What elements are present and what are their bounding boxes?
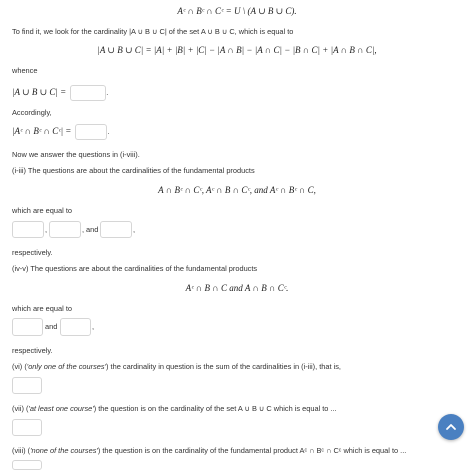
- complement-cardinality-input[interactable]: [75, 124, 110, 140]
- complement-answer-row: [12, 123, 464, 140]
- equation-fundamental-products-2: Aᶜ ∩ B ∩ C and A ∩ B ∩ Cᶜ.: [185, 283, 289, 293]
- text-vii: [12, 404, 464, 414]
- iii-answer-input[interactable]: [100, 221, 132, 238]
- vi-suffix: ) the cardinality in question is the sum of the cardinalities in (i-iii), that is,: [106, 362, 341, 371]
- union-period: .: [106, 88, 109, 97]
- vi-answer-input[interactable]: [12, 377, 42, 394]
- vii-suffix: ) the question is on the cardinality of the set A ∪ B ∪ C which is equal to ...: [93, 404, 337, 413]
- union-lhs: |A ∪ B ∪ C| =: [12, 87, 67, 97]
- text-which-equal-1: which are equal to: [12, 206, 72, 215]
- union-answer-row: [12, 84, 464, 101]
- scroll-to-top-button[interactable]: [438, 414, 464, 440]
- ii-answer-input[interactable]: [49, 221, 81, 238]
- i-answer-input[interactable]: [12, 221, 44, 238]
- text-viii: [12, 446, 464, 456]
- vi-prefix: (vi) (: [12, 362, 27, 371]
- and-word-2: and: [45, 322, 58, 331]
- text-vi: [12, 362, 464, 372]
- comma-4: ,: [92, 322, 95, 331]
- equation-fundamental-products-1: A ∩ Bᶜ ∩ Cᶜ, Aᶜ ∩ B ∩ Cᶜ, and Aᶜ ∩ Bᶜ ∩ C,: [158, 185, 316, 195]
- comma-2: ,: [82, 225, 85, 234]
- text-whence: whence: [12, 66, 38, 75]
- text-iv-v: (iv-v) The questions are about the cardinalities of the fundamental products: [12, 264, 258, 273]
- vi-quote: 'only one of the courses': [26, 362, 107, 371]
- comma-1: ,: [45, 225, 48, 234]
- paragraph-find-cardinality: To find it, we look for the cardinality |A ∪ B ∪ C| of the set A ∪ B ∪ C, which is equal to: [12, 27, 294, 36]
- text-accordingly: Accordingly,: [12, 108, 52, 117]
- vii-quote: 'at least one course': [28, 404, 94, 413]
- and-word-1: and: [86, 225, 99, 234]
- vii-prefix: (vii) (: [12, 404, 29, 413]
- union-cardinality-input[interactable]: [70, 85, 109, 101]
- v-answer-input[interactable]: [60, 318, 91, 336]
- text-respectively-1: respectively.: [12, 248, 53, 257]
- text-i-iii: (i-iii) The questions are about the cardinalities of the fundamental products: [12, 166, 255, 175]
- viii-prefix: (viii) (: [12, 446, 31, 455]
- complement-period: .: [107, 127, 110, 136]
- viii-quote: 'none of the courses': [30, 446, 98, 455]
- chevron-up-icon: [445, 421, 457, 433]
- text-now-answer: Now we answer the questions in (i-viii).: [12, 150, 140, 159]
- text-respectively-2: respectively.: [12, 346, 53, 355]
- iv-answer-input[interactable]: [12, 318, 43, 336]
- complement-lhs: |Aᶜ ∩ Bᶜ ∩ Cᶜ| =: [12, 126, 72, 136]
- viii-suffix: ) the question is on the cardinality of the fundamental product Aᶜ ∩ Bᶜ ∩ Cᶜ which is equal to ...: [97, 446, 407, 455]
- viii-answer-input[interactable]: [12, 460, 42, 470]
- text-which-equal-2: which are equal to: [12, 304, 72, 313]
- equation-complement-definition: Aᶜ ∩ Bᶜ ∩ Cᶜ = U \ (A ∪ B ∪ C).: [177, 6, 297, 16]
- equation-inclusion-exclusion: |A ∪ B ∪ C| = |A| + |B| + |C| − |A ∩ B| − |A ∩ C| − |B ∩ C| + |A ∩ B ∩ C|,: [97, 45, 377, 55]
- comma-3: ,: [133, 225, 136, 234]
- vii-answer-input[interactable]: [12, 419, 42, 436]
